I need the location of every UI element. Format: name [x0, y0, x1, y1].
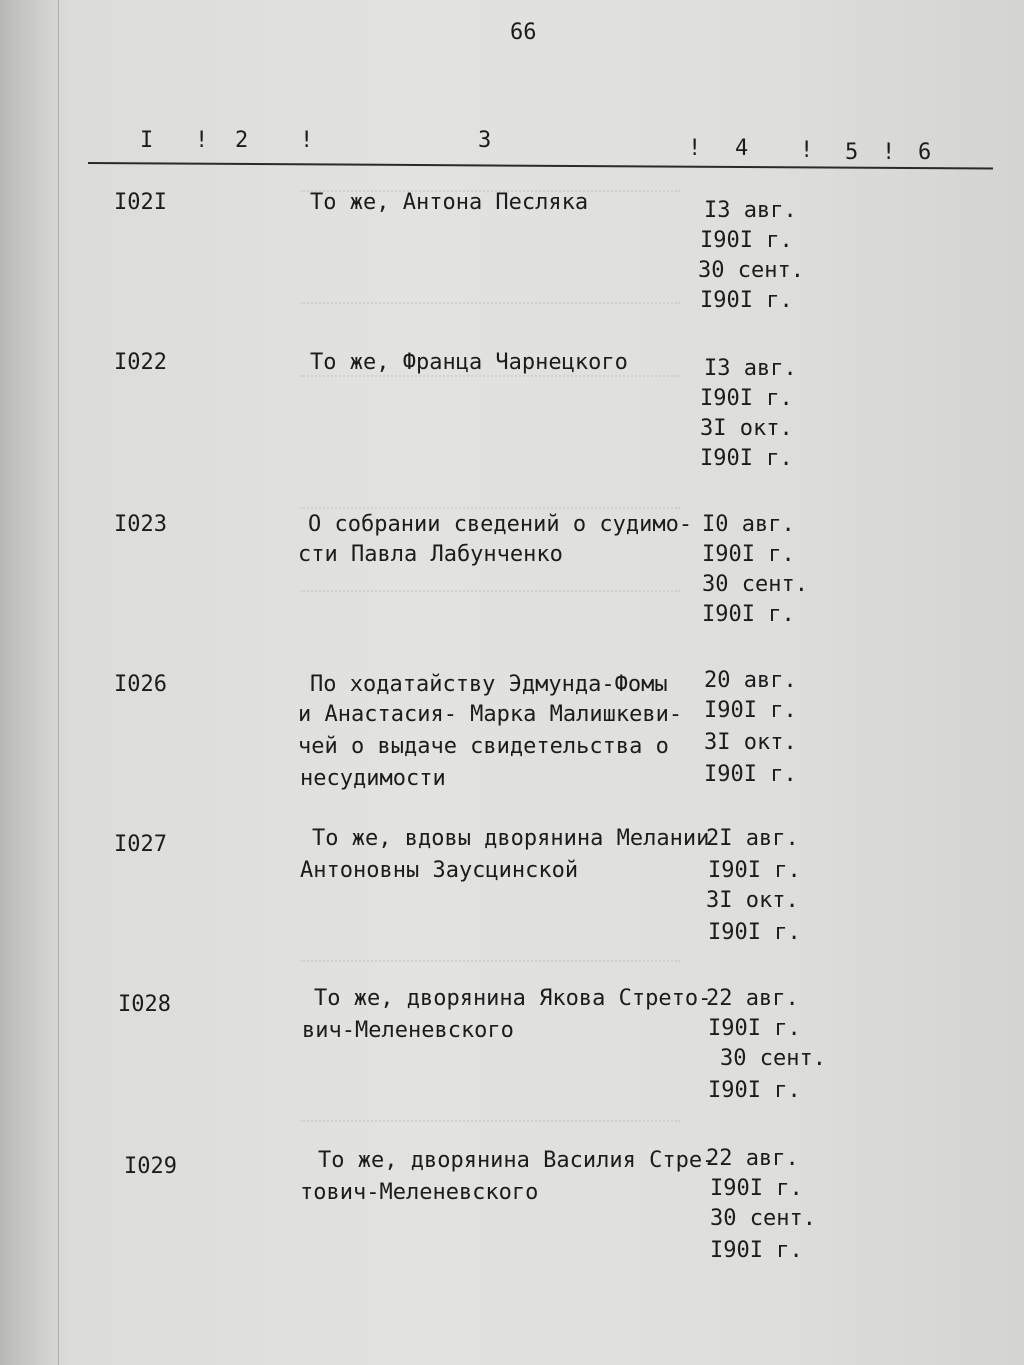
bleed-through-block	[300, 590, 680, 652]
entry-date-end: 3I окт.	[700, 416, 793, 441]
bleed-through-block	[300, 890, 680, 962]
entry-description-line: То же, Франца Чарнецкого	[310, 350, 628, 375]
entry-date-end: 30 сент.	[702, 572, 808, 597]
entry-number: I026	[114, 672, 167, 697]
entry-date-start: 22 авг.	[706, 986, 799, 1011]
entry-description-line: О собрании сведений о судимо-	[308, 512, 693, 537]
entry-number: I029	[124, 1154, 177, 1179]
entry-date-end: 30 сент.	[710, 1206, 816, 1231]
entry-year-end: I90I г.	[700, 288, 793, 313]
entry-date-end: 3I окт.	[706, 888, 799, 913]
entry-date-end: 30 сент.	[698, 258, 804, 283]
entry-description-line: То же, Антона Песляка	[310, 190, 589, 215]
column-header-6: 6	[918, 140, 932, 165]
entry-year-end: I90I г.	[700, 446, 793, 471]
entry-date-start: I3 авг.	[704, 198, 797, 223]
bleed-through-block	[300, 375, 680, 509]
entry-number: I023	[114, 512, 167, 537]
column-separator: !	[195, 128, 209, 153]
column-separator: !	[800, 138, 814, 163]
entry-year-start: I90I г.	[708, 858, 801, 883]
entry-description-line: По ходатайству Эдмунда-Фомы	[310, 672, 668, 697]
bleed-through-block	[300, 1050, 680, 1122]
column-header-2: 2	[235, 128, 249, 153]
column-header-1: I	[140, 128, 154, 153]
column-separator: !	[688, 136, 702, 161]
page-number: 66	[510, 20, 537, 45]
entry-number: I02I	[114, 190, 167, 215]
entry-date-start: I3 авг.	[704, 356, 797, 381]
entry-description-line: несудимости	[300, 766, 446, 791]
entry-date-start: 20 авг.	[704, 668, 797, 693]
entry-year-end: I90I г.	[708, 920, 801, 945]
entry-year-start: I90I г.	[708, 1016, 801, 1041]
entry-description-line: То же, дворянина Василия Стре-	[318, 1148, 716, 1173]
entry-date-start: 2I авг.	[706, 826, 799, 851]
entry-description-line: вич-Меленевского	[302, 1018, 514, 1043]
entry-description-line: и Анастасия- Марка Малишкеви-	[298, 702, 683, 727]
entry-number: I028	[118, 992, 171, 1017]
entry-year-start: I90I г.	[700, 386, 793, 411]
entry-year-start: I90I г.	[704, 698, 797, 723]
entry-date-start: 22 авг.	[706, 1146, 799, 1171]
entry-description-line: тович-Меленевского	[300, 1180, 539, 1205]
entry-year-end: I90I г.	[708, 1078, 801, 1103]
entry-year-end: I90I г.	[710, 1238, 803, 1263]
entry-description-line: сти Павла Лабунченко	[298, 542, 563, 567]
entry-description-line: чей о выдаче свидетельства о	[298, 734, 669, 759]
entry-description-line: Антоновны Заусцинской	[300, 858, 579, 883]
entry-date-start: I0 авг.	[702, 512, 795, 537]
entry-description-line: То же, вдовы дворянина Мелании	[312, 826, 710, 851]
entry-number: I027	[114, 832, 167, 857]
column-header-5: 5	[845, 140, 859, 165]
entry-year-end: I90I г.	[702, 602, 795, 627]
column-header-4: 4	[735, 136, 749, 161]
entry-year-start: I90I г.	[702, 542, 795, 567]
column-separator: !	[300, 128, 314, 153]
entry-description-line: То же, дворянина Якова Стрето-	[314, 986, 712, 1011]
entry-date-end: 30 сент.	[720, 1046, 826, 1071]
column-header-3: 3	[478, 128, 492, 153]
entry-date-end: 3I окт.	[704, 730, 797, 755]
entry-year-start: I90I г.	[710, 1176, 803, 1201]
entry-year-start: I90I г.	[700, 228, 793, 253]
entry-year-end: I90I г.	[704, 762, 797, 787]
column-separator: !	[882, 140, 896, 165]
previous-page-edge	[0, 0, 59, 1365]
entry-number: I022	[114, 350, 167, 375]
